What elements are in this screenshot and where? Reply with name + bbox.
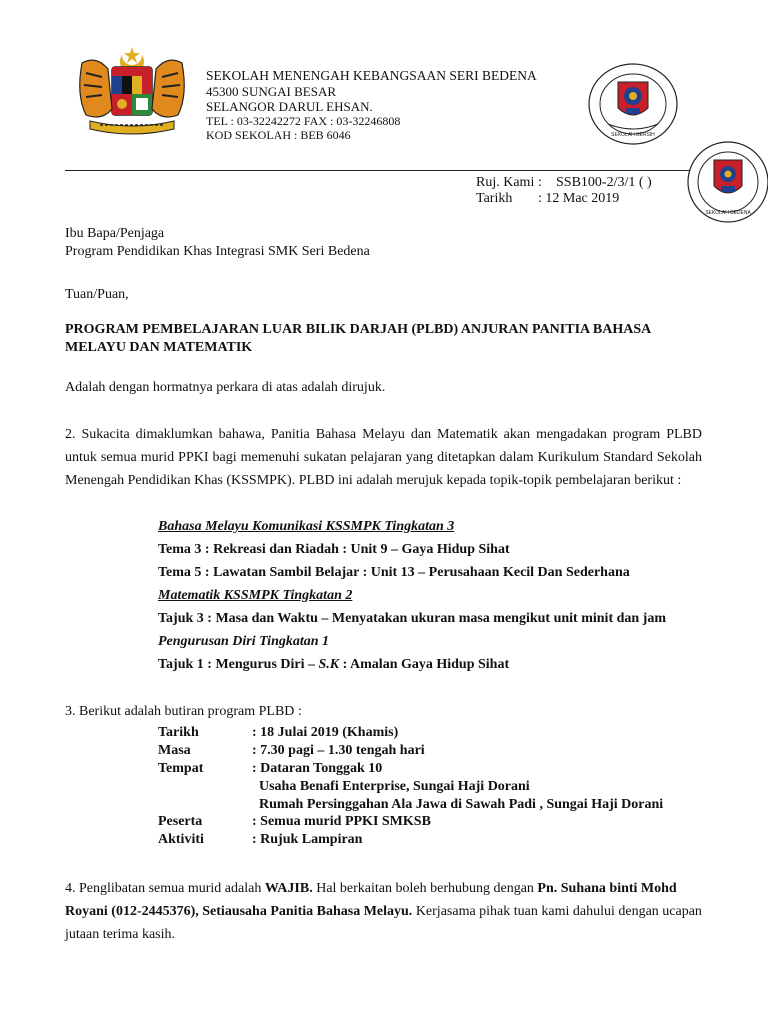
detail-aktiviti-value: : Rujuk Lampiran — [252, 832, 363, 847]
detail-tempat — [158, 760, 382, 778]
detail-tempat-value1: : Dataran Tonggak 10 — [252, 761, 383, 776]
malaysia-coat-of-arms-emblem — [72, 45, 192, 137]
tajuk1-part-c: : Amalan Gaya Hidup Sihat — [339, 657, 510, 672]
paragraph-1: Adalah dengan hormatnya perkara di atas adalah dirujuk. — [65, 380, 386, 395]
para4-contact-person: Pn. Suhana binti Mohd Royani (012-2445376), Setiausaha Panitia Bahasa Melayu. — [65, 881, 677, 919]
subject-line1: PROGRAM PEMBELAJARAN LUAR BILIK DARJAH (PLBD) ANJURAN PANITIA BAHASA — [65, 322, 652, 337]
detail-masa — [158, 742, 425, 760]
paragraph-3-intro: 3. Berikut adalah butiran program PLBD : — [65, 704, 302, 719]
paragraph-2: 2. Sukacita dimaklumkan bahawa, Panitia Bahasa Melayu dan Matematik akan mengadakan program PLBD untuk semua murid PPKI bagi memenuhi sukatan pelajaran yang ditetapkan dalam Kurikulum Standard Sekolah Menengah Pendidikan Khas (KSSMPK). PLBD ini adalah merujuk kepada topik-topik pembelajaran berikut : — [65, 427, 702, 488]
detail-aktiviti-label: Aktiviti — [158, 832, 204, 847]
topic-tema5: Tema 5 : Lawatan Sambil Belajar : Unit 13 – Perusahaan Kecil Dan Sederhana — [158, 565, 630, 580]
detail-peserta-label: Peserta — [158, 814, 203, 829]
tarikh-value: : 12 Mac 2019 — [538, 191, 620, 206]
ruj-label: Ruj. Kami : — [476, 175, 542, 190]
svg-text:SEKOLAH BEDENA: SEKOLAH BEDENA — [705, 210, 751, 216]
topic-heading-bm: Bahasa Melayu Komunikasi KSSMPK Tingkatan 3 — [158, 519, 455, 534]
paragraph-4 — [65, 877, 702, 946]
detail-peserta — [158, 813, 431, 831]
detail-masa-value: : 7.30 pagi – 1.30 tengah hari — [252, 743, 425, 758]
topic-tema3: Tema 3 : Rekreasi dan Riadah : Unit 9 – Gaya Hidup Sihat — [158, 542, 510, 557]
subject-line2: MELAYU DAN MATEMATIK — [65, 340, 253, 355]
topic-tajuk3: Tajuk 3 : Masa dan Waktu – Menyatakan ukuran masa mengikut unit minit dan jam — [158, 611, 667, 626]
tajuk1-part-a: Tajuk 1 : Mengurus Diri – — [158, 657, 319, 672]
para4-part-e: Kerjasama pihak tuan kami dahului dengan ucapan jutaan terima kasih. — [65, 904, 702, 942]
para4-part-c: Hal berkaitan boleh berhubung dengan — [312, 881, 538, 896]
detail-tempat-line2: Usaha Benafi Enterprise, Sungai Haji Dorani — [259, 779, 530, 794]
detail-aktiviti — [158, 831, 362, 849]
detail-tempat-line3: Rumah Persinggahan Ala Jawa di Sawah Padi , Sungai Haji Dorani — [259, 797, 664, 812]
topic-tajuk1 — [158, 655, 509, 674]
salutation: Tuan/Puan, — [65, 287, 129, 302]
school-address-line2: SELANGOR DARUL EHSAN. — [206, 99, 373, 114]
recipient-line2: Program Pendidikan Khas Integrasi SMK Seri Bedena — [65, 244, 370, 259]
school-crest-logo — [588, 62, 678, 146]
tarikh-label: Tarikh — [476, 191, 513, 206]
recipient-line1: Ibu Bapa/Penjaga — [65, 226, 165, 241]
reference-tarikh — [476, 189, 619, 208]
school-address-line1: 45300 SUNGAI BESAR — [206, 84, 337, 99]
para4-part-a: 4. Penglibatan semua murid adalah — [65, 881, 265, 896]
tajuk1-part-b: S.K — [318, 657, 340, 672]
letterhead-divider — [65, 170, 705, 171]
detail-masa-label: Masa — [158, 743, 191, 758]
detail-tempat-label: Tempat — [158, 761, 204, 776]
school-crest-logo-secondary — [686, 140, 768, 224]
detail-tarikh-value: : 18 Julai 2019 (Khamis) — [252, 725, 399, 740]
svg-text:SEKOLAH BERSIH: SEKOLAH BERSIH — [611, 132, 655, 138]
school-contact: TEL : 03-32242272 FAX : 03-32246808 — [206, 114, 401, 128]
detail-peserta-value: : Semua murid PPKI SMKSB — [252, 814, 431, 829]
school-name: SEKOLAH MENENGAH KEBANGSAAN SERI BEDENA — [206, 68, 537, 83]
detail-tarikh — [158, 724, 398, 742]
ruj-value: SSB100-2/3/1 ( ) — [556, 175, 652, 190]
detail-tarikh-label: Tarikh — [158, 725, 199, 740]
topic-heading-matematik: Matematik KSSMPK Tingkatan 2 — [158, 588, 353, 603]
topic-heading-pengurusan-diri: Pengurusan Diri Tingkatan 1 — [158, 634, 330, 649]
para4-wajib: WAJIB. — [264, 881, 313, 896]
school-code: KOD SEKOLAH : BEB 6046 — [206, 128, 351, 142]
